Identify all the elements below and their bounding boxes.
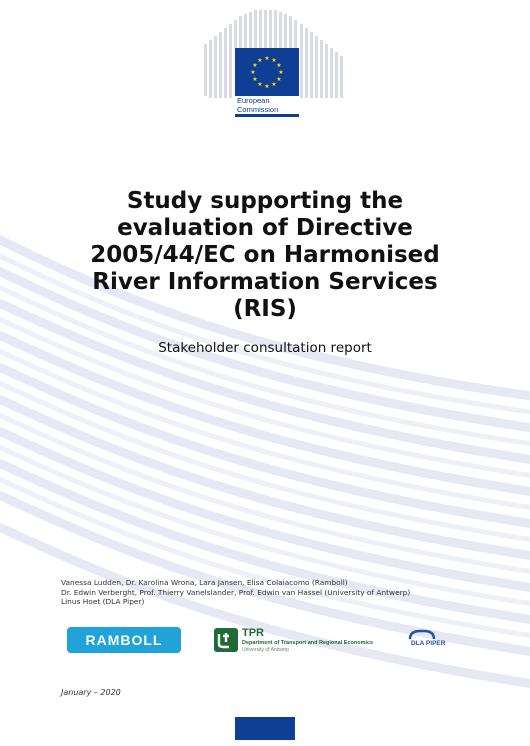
tpr-logo-university: University of Antwerp — [242, 647, 289, 653]
report-date: January – 2020 — [61, 688, 121, 697]
european-commission-logo — [204, 10, 346, 117]
title-line: River Information Services — [92, 269, 438, 295]
tpr-logo-department: Department of Transport and Regional Economics — [242, 640, 374, 646]
logo-text-line1: European — [237, 96, 270, 105]
svg-text:★: ★ — [264, 55, 270, 62]
tpr-mark-icon — [214, 628, 238, 652]
bottom-blue-bar — [235, 717, 295, 740]
svg-text:★: ★ — [276, 62, 282, 69]
tpr-logo — [214, 628, 374, 656]
eu-flag-icon — [235, 48, 299, 96]
author-list — [61, 578, 521, 607]
title-line: evaluation of Directive — [117, 215, 413, 241]
svg-text:★: ★ — [252, 62, 258, 69]
title-line: Study supporting the — [126, 188, 404, 214]
ramboll-logo — [67, 627, 181, 653]
svg-text:★: ★ — [278, 69, 284, 76]
tpr-logo-name: TPR — [242, 627, 264, 639]
title-line: (RIS) — [233, 296, 297, 322]
report-title — [60, 188, 470, 323]
svg-text:★: ★ — [250, 69, 256, 76]
report-subtitle: Stakeholder consultation report — [158, 340, 372, 356]
author-line: Dr. Edwin Verberght, Prof. Thierry Vanelslander, Prof. Edwin van Hassel (University of Antwerp) — [61, 587, 411, 597]
svg-text:★: ★ — [271, 81, 277, 88]
svg-text:★: ★ — [264, 83, 270, 90]
ramboll-logo-text: RAMBOLL — [85, 632, 163, 648]
title-line: 2005/44/EC on Harmonised — [90, 242, 440, 268]
author-line: Linus Hoet (DLA Piper) — [61, 597, 145, 607]
svg-text:★: ★ — [252, 76, 258, 83]
logo-text-line2: Commission — [237, 105, 279, 114]
dla-piper-logo-text: DLA PIPER — [411, 640, 446, 647]
svg-text:★: ★ — [257, 57, 263, 64]
logo-underline — [235, 114, 299, 117]
svg-text:★: ★ — [276, 76, 282, 83]
svg-text:★: ★ — [271, 57, 277, 64]
dla-piper-logo — [408, 629, 452, 653]
svg-text:★: ★ — [257, 81, 263, 88]
author-line: Vanessa Ludden, Dr. Karolina Wrona, Lara Jansen, Elisa Colaiacomo (Ramboll) — [61, 578, 348, 587]
